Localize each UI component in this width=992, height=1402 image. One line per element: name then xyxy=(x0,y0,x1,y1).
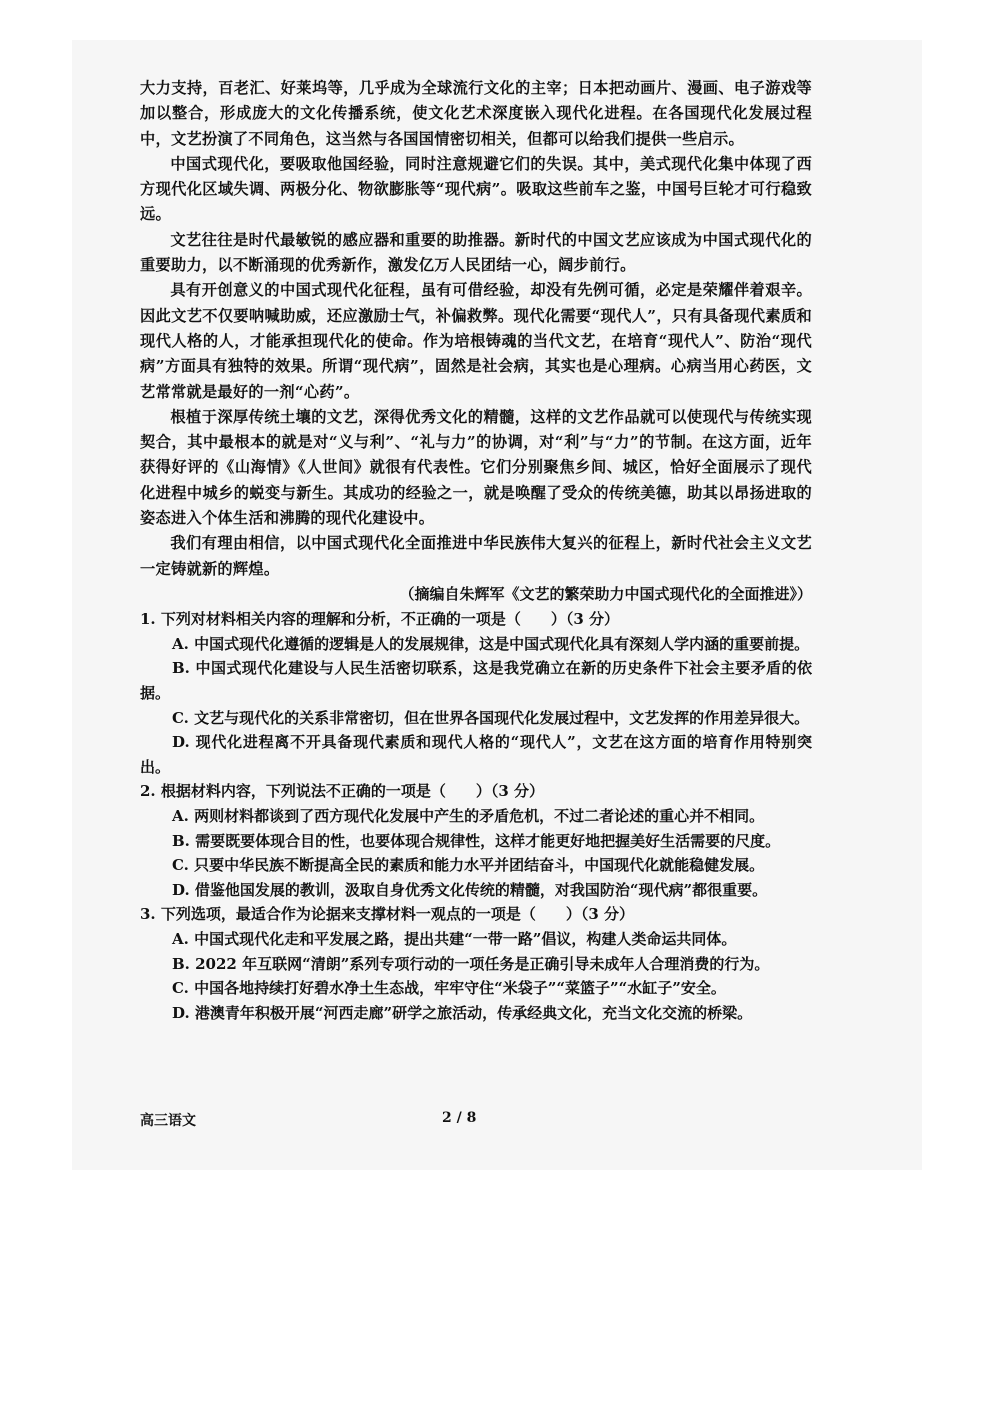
passage-paragraph: 具有开创意义的中国式现代化征程，虽有可借经验，却没有先例可循，必定是荣耀伴着艰辛。因此文艺不仅要呐喊助威，还应激励士气，补偏救弊。现代化需要“现代人”，只有具备现代素质和现代人格的人，才能承担现代化的使命。作为培根铸魂的当代文艺，在培育“现代人”、防治“现代病”方面具有独特的效果。所谓“现代病”，固然是社会病，其实也是心理病。心病当用心药医，文艺常常就是最好的一剂“心药”。 xyxy=(140,281,812,401)
question-stem: 3. 下列选项，最适合作为论据来支撑材料一观点的一项是（ ）（3 分） xyxy=(140,905,635,924)
answer-option: B. 中国式现代化建设与人民生活密切联系，这是我党确立在新的历史条件下社会主要矛盾的依据。 xyxy=(140,659,812,703)
answer-option: B. 2022 年互联网“清朗”系列专项行动的一项任务是正确引导未成年人合理消费的行为。 xyxy=(172,954,770,973)
passage-paragraph: 大力支持，百老汇、好莱坞等，几乎成为全球流行文化的主宰；日本把动画片、漫画、电子游戏等加以整合，形成庞大的文化传播系统，使文化艺术深度嵌入现代化进程。在各国现代化发展过程中，文艺扮演了不同角色，这当然与各国国情密切相关，但都可以给我们提供一些启示。 xyxy=(140,79,812,148)
answer-option: A. 中国式现代化走和平发展之路，提出共建“一带一路”倡议，构建人类命运共同体。 xyxy=(172,929,737,948)
question-stem: 1. 下列对材料相关内容的理解和分析，不正确的一项是（ ）（3 分） xyxy=(140,610,620,629)
answer-option: C. 只要中华民族不断提高全民的素质和能力水平并团结奋斗，中国现代化就能稳健发展。 xyxy=(172,856,765,875)
passage-paragraph: 我们有理由相信，以中国式现代化全面推进中华民族伟大复兴的征程上，新时代社会主义文艺一定铸就新的辉煌。 xyxy=(140,534,812,578)
answer-option: D. 借鉴他国发展的教训，汲取自身优秀文化传统的精髓，对我国防治“现代病”都很重要。 xyxy=(172,880,768,899)
page-number: 2 / 8 xyxy=(442,1110,477,1126)
answer-option: B. 需要既要体现合目的性，也要体现合规律性，这样才能更好地把握美好生活需要的尺度。 xyxy=(172,831,781,850)
passage-paragraph: 根植于深厚传统土壤的文艺，深得优秀文化的精髓，这样的文艺作品就可以使现代与传统实现契合，其中最根本的就是对“义与利”、“礼与力”的协调，对“利”与“力”的节制。在这方面，近年获得好评的《山海情》《人世间》就很有代表性。它们分别聚焦乡间、城区，恰好全面展示了现代化进程中城乡的蜕变与新生。其成功的经验之一，就是唤醒了受众的传统美德，助其以昂扬进取的姿态进入个体生活和沸腾的现代化建设中。 xyxy=(140,407,812,528)
answer-option: D. 港澳青年积极开展“河西走廊”研学之旅活动，传承经典文化，充当文化交流的桥梁。 xyxy=(172,1003,753,1022)
answer-option: C. 文艺与现代化的关系非常密切，但在世界各国现代化发展过程中，文艺发挥的作用差异很大。 xyxy=(172,708,810,727)
exam-page xyxy=(140,76,812,1025)
footer-subject: 高三语文 xyxy=(140,1113,196,1129)
question-stem: 2. 根据材料内容，下列说法不正确的一项是（ ）（3 分） xyxy=(140,782,545,801)
answer-option: C. 中国各地持续打好碧水净土生态战，牢牢守住“米袋子”“菜篮子”“水缸子”安全。 xyxy=(172,979,726,998)
source-citation: （摘编自朱辉军《文艺的繁荣助力中国式现代化的全面推进》） xyxy=(399,584,812,603)
page-footer xyxy=(140,1110,812,1130)
answer-option: A. 中国式现代化遵循的逻辑是人的发展规律，这是中国式现代化具有深刻人学内涵的重要前提。 xyxy=(172,634,810,653)
answer-option: D. 现代化进程离不开具备现代素质和现代人格的“现代人”，文艺在这方面的培育作用特别突出。 xyxy=(140,733,812,776)
answer-option: A. 两则材料都谈到了西方现代化发展中产生的矛盾危机，不过二者论述的重心并不相同。 xyxy=(172,806,765,825)
passage-paragraph: 中国式现代化，要吸取他国经验，同时注意规避它们的失误。其中，美式现代化集中体现了西方现代化区域失调、两极分化、物欲膨胀等“现代病”。吸取这些前车之鉴，中国号巨轮才可行稳致远。 xyxy=(140,154,812,224)
passage-paragraph: 文艺往往是时代最敏锐的感应器和重要的助推器。新时代的中国文艺应该成为中国式现代化的重要助力，以不断涌现的优秀新作，激发亿万人民团结一心，阔步前行。 xyxy=(140,230,812,275)
